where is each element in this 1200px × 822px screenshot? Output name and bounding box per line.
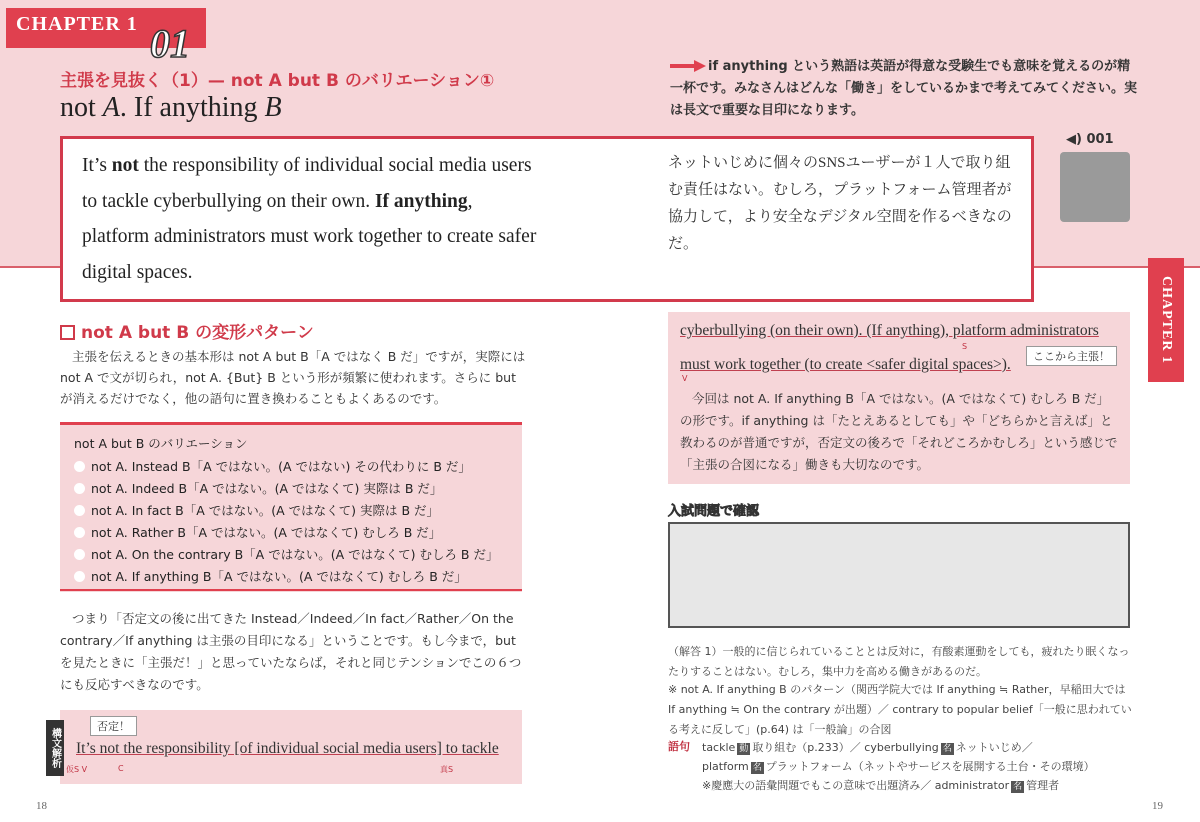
- syntax-analysis-label: 構文解析: [46, 720, 64, 776]
- bullet-icon: [74, 461, 85, 472]
- syntax-mark-true-subject: 真S: [440, 765, 454, 774]
- vocab-line: platform 名 プラットフォーム（ネットやサービスを展開する土台・その環境）: [702, 760, 1095, 773]
- vocab-list: [702, 738, 1132, 795]
- list-item: not A. Rather B「A ではない。(A ではなくて) むしろ B だ」: [74, 522, 514, 544]
- side-chapter-label: CHAPTER 1: [1159, 276, 1174, 364]
- variations-list: [74, 456, 514, 588]
- list-item: not A. Indeed B「A ではない。(A ではなくて) 実際は B だ」: [74, 478, 514, 500]
- noun-tag: 名: [752, 763, 762, 773]
- answer-note: ※ not A. If anything B のパターン（関西学院大では If anything ≒ Rather，早稲田大では If anything ≒ On the contrary が出題）／ contrary to popular belief「一般に思われている考えに反して」(p.64) は「一般論」の合図: [668, 683, 1132, 736]
- list-item: not A. Instead B「A ではない。(A ではない) その代わりに B だ」: [74, 456, 514, 478]
- qr-code-image[interactable]: [1060, 152, 1130, 222]
- variations-box-top-rule: [60, 422, 522, 425]
- lesson-title: not A. If anything B: [60, 92, 282, 123]
- analysis-mark-subject: S: [962, 342, 968, 351]
- section-body: 主張を伝えるときの基本形は not A but B「A ではなく B だ」ですが，実際には not A で文が切られ，not A. {But} B という形が頻繁に使われます。さらに but が消えるだけでなく，他の語句に置き換わることもよくあるのです。: [60, 349, 526, 406]
- analysis-mark-verb: V: [682, 374, 688, 383]
- summary-paragraph: つまり「否定文の後に出てきた Instead／Indeed／In fact／Rather／On the contrary／If anything は主張の目印になる」ということです。もし今まで，but を見たときに「主張だ！」と思っていたならば，それと同じテンションでこの６つにも反応すべきなのです。: [60, 611, 522, 692]
- syntax-mark-complement: C: [118, 764, 124, 773]
- syntax-sentence: It’s not the responsibility [of individual social media users] to tackle: [76, 740, 499, 757]
- bullet-icon: [74, 527, 85, 538]
- list-item: not A. In fact B「A ではない。(A ではなくて) 実際は B だ」: [74, 500, 514, 522]
- analysis-body: 今回は not A. If anything B「A ではない。(A ではなくて) むしろ B だ」の形です。if anything は「たとえあるとしても」や「どちらかと言えば」と教わるのが普通ですが，否定文の後ろで「それどころかむしろ」という感じで「主張の合図になる」働きも大切なのです。: [680, 391, 1118, 472]
- vocab-label: 語句: [668, 740, 690, 753]
- example-sentence-english: It’s not the responsibility of individual social media users to tackle cyberbullying on their own. If anything, platform administrators must work together to create safer digital spaces.: [82, 155, 537, 283]
- answer-text: （解答 1）一般的に信じられていることとは反対に，有酸素運動をしても，疲れたり眠くなったりすることはない。むしろ，集中力を高める働きがあるのだ。: [668, 645, 1130, 678]
- bullet-icon: [74, 549, 85, 560]
- vocab-line: ※慶應大の語彙問題でもこの意味で出題済み／ administrator 名 管理者: [702, 779, 1060, 792]
- analysis-sentence-line-1: cyberbullying (on their own). (If anything), platform administrators: [680, 322, 1099, 339]
- bullet-icon: [74, 571, 85, 582]
- variations-box-bottom-rule: [60, 589, 522, 591]
- noun-tag: 名: [942, 744, 952, 754]
- exam-check-title: 入試問題で確認: [668, 504, 760, 519]
- analysis-callout: ここから主張！: [1026, 346, 1117, 366]
- lesson-subtitle: 主張を見抜く（1）— not A but B のバリエーション①: [60, 71, 495, 91]
- list-item: not A. On the contrary B「A ではない。(A ではなくて) むしろ B だ」: [74, 544, 514, 566]
- exam-question-box: [668, 522, 1130, 628]
- noun-tag: 名: [1013, 782, 1023, 792]
- page-number-right: 19: [1152, 800, 1163, 812]
- example-sentence-japanese: ネットいじめに個々のSNSユーザーが１人で取り組む責任はない。むしろ，プラットフォーム管理者が協力して，より安全なデジタル空間を作るべきなのだ。: [668, 155, 1012, 252]
- study-note: if anything という熟語は英語が得意な受験生でも意味を覚えるのが精一杯です。みなさんはどんな「働き」をしているかまで考えてみてください。実は長文で重要な目印になります。: [670, 59, 1137, 118]
- checkbox-square-icon: [60, 325, 75, 340]
- variations-title: not A but B のバリエーション: [74, 436, 248, 451]
- bullet-icon: [74, 505, 85, 516]
- vocab-line: tackle 動 取り組む（p.233）／ cyberbullying 名 ネットいじめ／: [702, 741, 1033, 754]
- list-item: not A. If anything B「A ではない。(A ではなくて) むしろ B だ」: [74, 566, 514, 588]
- analysis-sentence-line-2: must work together (to create <safer digital spaces>).: [680, 356, 1011, 373]
- audio-track-label: ◀) 001: [1066, 132, 1114, 147]
- verb-tag: 動: [739, 744, 749, 754]
- page-number-left: 18: [36, 800, 47, 812]
- chapter-label: CHAPTER 1: [16, 13, 138, 35]
- bullet-icon: [74, 483, 85, 494]
- section-title: not A but B の変形パターン: [60, 318, 314, 343]
- chapter-number: 01: [150, 21, 190, 66]
- syntax-callout: 否定！: [90, 716, 137, 736]
- syntax-mark-subject: 仮S V: [66, 765, 88, 774]
